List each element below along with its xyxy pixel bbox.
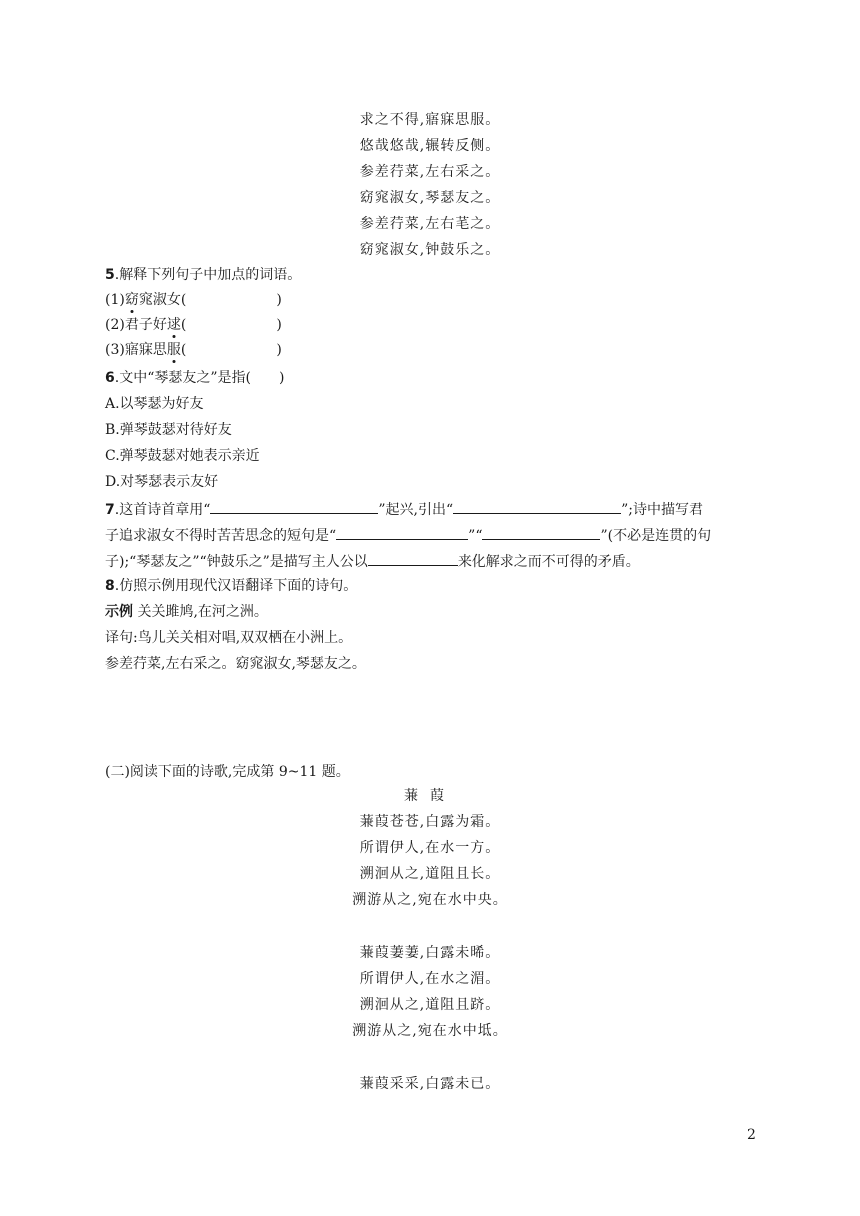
poem-line: 蒹葭苍苍,白露为霜。 — [359, 814, 501, 830]
question-6: 6.文中“琴瑟友之”是指( ) — [105, 370, 285, 386]
poem-line: 溯洄从之,道阻且长。 — [359, 866, 501, 882]
question-text: .文中“琴瑟友之”是指( — [114, 370, 251, 386]
poem-line: 窈窕淑女,琴瑟友之。 — [359, 190, 501, 206]
poem-line: 参差荇菜,左右采之。 — [359, 164, 501, 180]
translation-task: 参差荇菜,左右采之。窈窕淑女,琴瑟友之。 — [105, 656, 366, 672]
poem-line: 悠哉悠哉,辗转反侧。 — [359, 138, 501, 154]
answer-blank[interactable] — [482, 525, 600, 540]
poem-line: 参差荇菜,左右芼之。 — [359, 216, 501, 232]
poem-line: 溯洄从之,道阻且跻。 — [359, 997, 501, 1013]
question-7-line-2: 子追求淑女不得时苦苦思念的短句是“ ”“ ”(不必是连贯的句 — [105, 525, 711, 545]
example-label: 示例 — [105, 604, 133, 620]
question-text: .解释下列句子中加点的词语。 — [114, 267, 302, 283]
example-translation: 译句:鸟儿关关相对唱,双双栖在小洲上。 — [105, 630, 353, 646]
question-number: 5 — [105, 267, 115, 283]
option-c: C.弹琴鼓瑟对她表示亲近 — [105, 448, 260, 464]
question-number: 7 — [105, 502, 115, 518]
question-5 — [105, 266, 301, 284]
poem-line: 所谓伊人,在水一方。 — [359, 840, 501, 856]
question-number: 8 — [105, 578, 115, 594]
question-8 — [105, 577, 357, 595]
dotted-word: 窈 — [124, 292, 139, 308]
option-d: D.对琴瑟表示友好 — [105, 474, 219, 490]
question-number: 6 — [105, 370, 115, 386]
option-b: B.弹琴鼓瑟对待好友 — [105, 422, 232, 438]
poem-line: 溯游从之,宛在水中坻。 — [352, 1023, 508, 1039]
option-a: A.以琴瑟为好友 — [105, 396, 204, 412]
dotted-word: 逑 — [166, 317, 181, 333]
question-7-line-3: 子);“琴瑟友之”“钟鼓乐之”是描写主人公以 来化解求之而不可得的矛盾。 — [105, 551, 640, 571]
question-7-line-1: 7.这首诗首章用“ ”起兴,引出“ ”;诗中描写君 — [105, 499, 703, 519]
answer-blank[interactable] — [453, 499, 621, 514]
section-heading: (二)阅读下面的诗歌,完成第 9~11 题。 — [105, 764, 350, 780]
question-5-item-1: (1)窈窕淑女( ) — [105, 292, 282, 308]
dotted-word: 服 — [166, 342, 181, 358]
question-text: .仿照示例用现代汉语翻译下面的诗句。 — [114, 578, 358, 594]
page-number: 2 — [747, 1127, 756, 1143]
question-5-item-2: (2)君子好逑( ) — [105, 317, 282, 333]
poem-title: 蒹葭 — [404, 788, 456, 804]
example-line: 示例 关关雎鸠,在河之洲。 — [105, 604, 268, 620]
poem-line: 溯游从之,宛在水中央。 — [352, 892, 508, 908]
answer-blank[interactable] — [336, 525, 468, 540]
answer-blank[interactable] — [210, 499, 378, 514]
poem-line: 蒹葭采采,白露未已。 — [359, 1076, 501, 1092]
poem-line: 窈窕淑女,钟鼓乐之。 — [359, 242, 501, 258]
answer-blank[interactable] — [368, 551, 458, 566]
poem-line: 所谓伊人,在水之湄。 — [359, 971, 501, 987]
poem-line: 蒹葭萋萋,白露未晞。 — [359, 945, 501, 961]
poem-line: 求之不得,寤寐思服。 — [359, 112, 501, 128]
question-5-item-3: (3)寤寐思服( ) — [105, 342, 282, 358]
